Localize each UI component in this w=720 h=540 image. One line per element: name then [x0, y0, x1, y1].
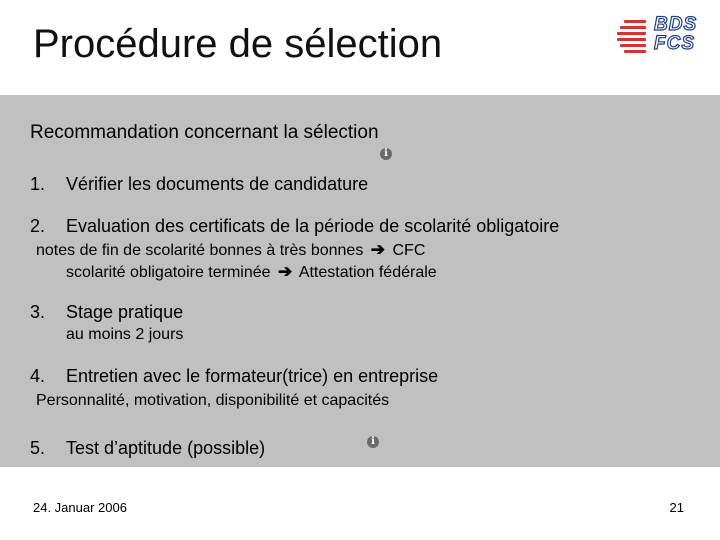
school-note [66, 262, 437, 282]
logo-text-bds: BDS [654, 14, 698, 35]
arrow-right-icon: ➔ [370, 240, 386, 259]
item-text: Entretien avec le formateur(trice) en entreprise [66, 366, 439, 386]
school-note-result: Attestation fédérale [298, 264, 437, 281]
item-number: 5. [30, 438, 46, 458]
item-text: Evaluation des certificats de la période de scolarité obligatoire [66, 216, 560, 236]
info-icon[interactable]: i [380, 148, 392, 160]
bds-fcs-logo [614, 12, 710, 56]
school-note-text: scolarité obligatoire terminée [66, 264, 271, 281]
item-number: 3. [30, 302, 46, 322]
interview-note: Personnalité, motivation, disponibilité et capacités [36, 392, 390, 409]
item-number: 4. [30, 366, 46, 386]
logo-stripes [614, 18, 648, 52]
section-heading: Recommandation concernant la sélection [30, 122, 379, 143]
item-number: 1. [30, 174, 46, 194]
item-text: Vérifier les documents de candidature [66, 174, 369, 194]
logo-text-fcs: FCS [654, 33, 695, 54]
grades-note-result: CFC [392, 242, 426, 259]
footer-date: 24. Januar 2006 [33, 500, 127, 515]
item-text: Stage pratique [66, 302, 184, 322]
item-number: 2. [30, 216, 46, 236]
arrow-right-icon: ➔ [278, 262, 293, 281]
internship-note: au moins 2 jours [66, 326, 184, 343]
grades-note [36, 240, 425, 260]
slide-title: Procédure de sélection [33, 22, 443, 66]
info-icon[interactable]: i [367, 436, 379, 448]
page-number: 21 [669, 500, 684, 515]
grades-note-text: notes de fin de scolarité bonnes à très bonnes [36, 242, 364, 259]
item-text: Test d’aptitude (possible) [66, 438, 266, 458]
